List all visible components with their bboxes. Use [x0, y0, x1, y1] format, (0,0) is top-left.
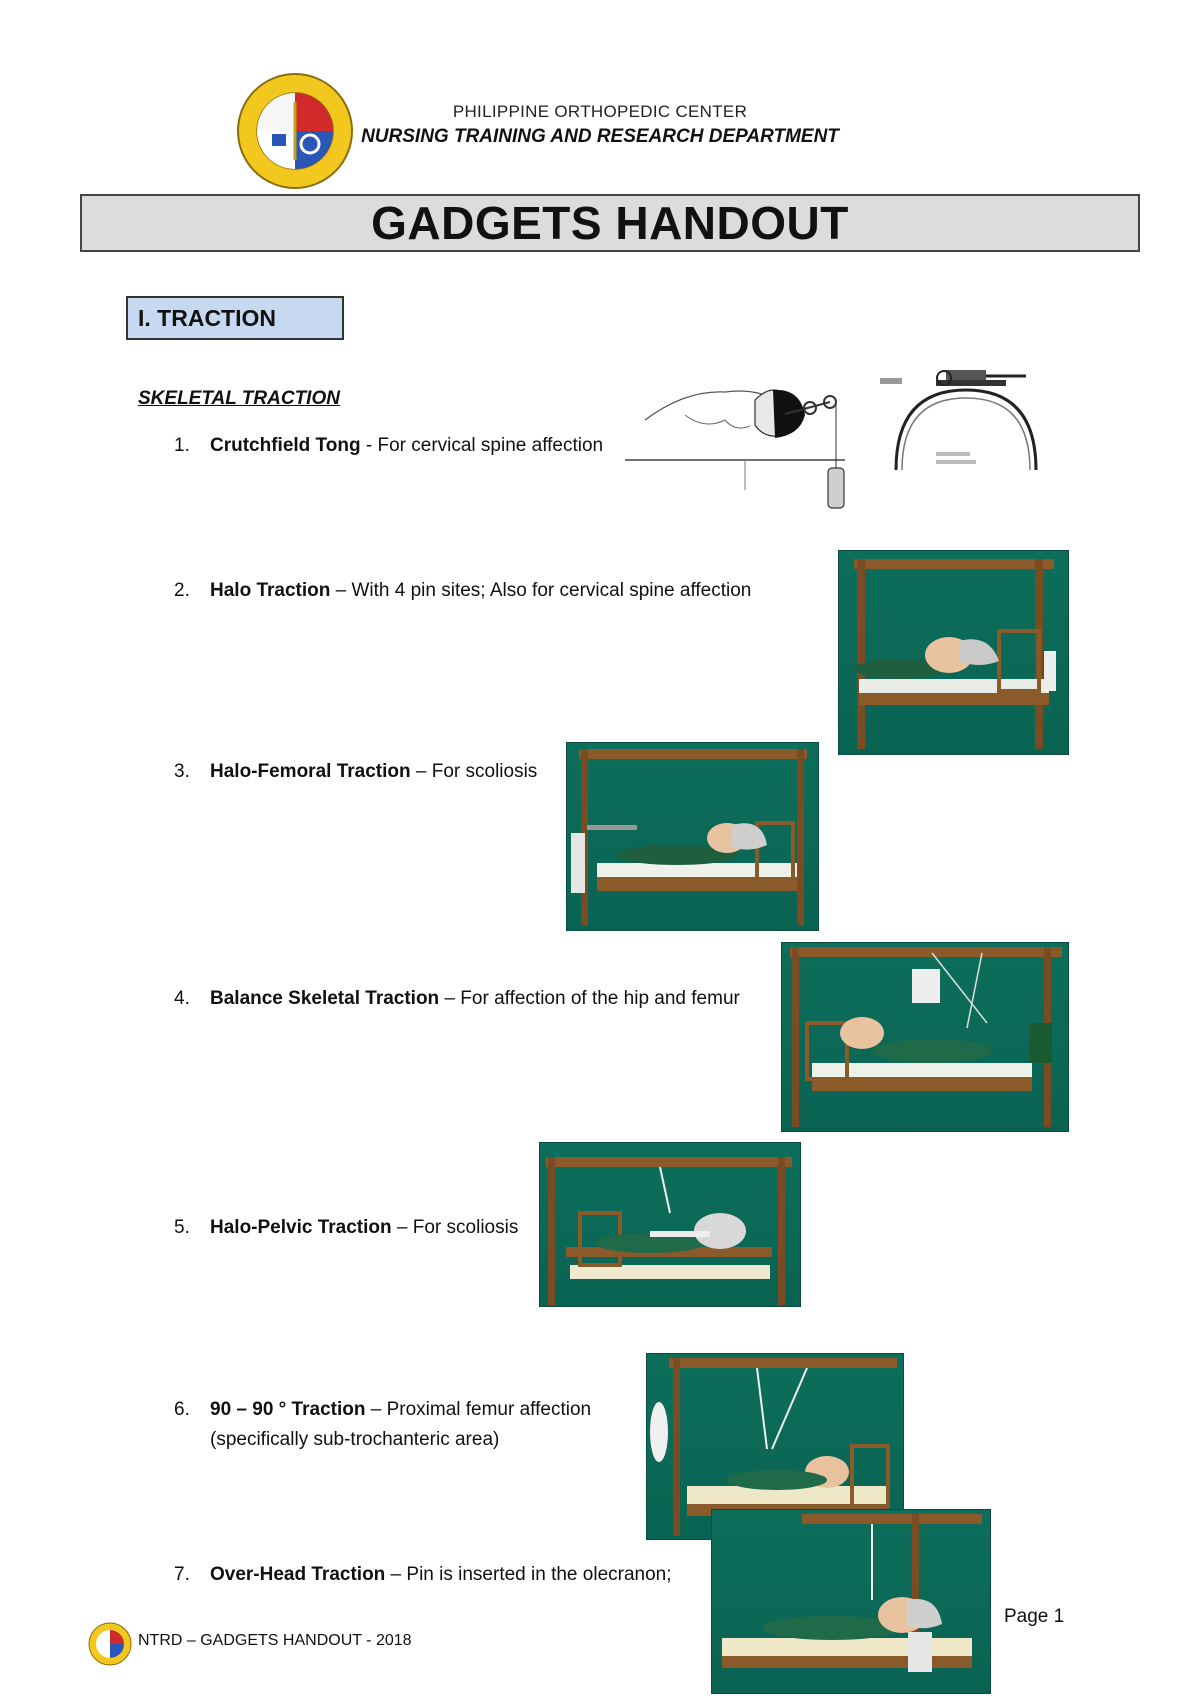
- item-separator: –: [391, 1217, 413, 1238]
- item-number: 7.: [174, 1564, 190, 1585]
- section-heading-box: [126, 296, 344, 340]
- item-description: Pin is inserted in the olecranon;: [406, 1564, 672, 1585]
- list-item: [174, 1213, 518, 1243]
- crutchfield-tong-illustration: [625, 360, 853, 535]
- org-logo: [236, 72, 354, 190]
- section-heading: I. TRACTION: [138, 304, 276, 331]
- item-number: 6.: [174, 1399, 190, 1420]
- item-separator: –: [385, 1564, 407, 1585]
- item-separator: -: [360, 435, 378, 456]
- page-title: GADGETS HANDOUT: [371, 197, 849, 249]
- item-number: 2.: [174, 580, 190, 601]
- item-description-continued: (specifically sub-trochanteric area): [210, 1429, 500, 1450]
- over-head-traction-photo: [711, 1509, 991, 1694]
- skull-tong-diagram: [876, 360, 1056, 480]
- footer-logo: [88, 1622, 132, 1666]
- halo-traction-photo: [838, 550, 1069, 755]
- item-name: Balance Skeletal Traction: [210, 988, 440, 1009]
- title-banner: [80, 194, 1140, 252]
- item-name: Halo Traction: [210, 580, 331, 601]
- item-description: For scoliosis: [431, 761, 538, 782]
- item-name: Halo-Pelvic Traction: [210, 1217, 392, 1238]
- item-number: 1.: [174, 435, 190, 456]
- list-item: [174, 576, 751, 606]
- item-separator: –: [365, 1399, 387, 1420]
- item-description: For cervical spine affection: [377, 435, 604, 456]
- halo-pelvic-traction-photo: [539, 1142, 801, 1307]
- subheading: SKELETAL TRACTION: [138, 388, 340, 409]
- item-description: With 4 pin sites; Also for cervical spine affection: [351, 580, 752, 601]
- list-item: [174, 1395, 591, 1455]
- list-item: [174, 757, 537, 787]
- org-name: PHILIPPINE ORTHOPEDIC CENTER: [452, 102, 748, 121]
- list-item: [174, 984, 740, 1014]
- item-description: Proximal femur affection: [386, 1399, 592, 1420]
- item-separator: –: [410, 761, 432, 782]
- item-separator: –: [330, 580, 352, 601]
- item-number: 5.: [174, 1217, 190, 1238]
- item-number: 4.: [174, 988, 190, 1009]
- page-number: Page 1: [1004, 1606, 1065, 1627]
- halo-femoral-traction-photo: [566, 742, 819, 931]
- list-item: [174, 1560, 672, 1590]
- footer-text: NTRD – GADGETS HANDOUT - 2018: [138, 1632, 412, 1649]
- item-number: 3.: [174, 761, 190, 782]
- item-name: Over-Head Traction: [210, 1564, 386, 1585]
- list-item: [174, 431, 603, 461]
- item-description: For affection of the hip and femur: [460, 988, 740, 1009]
- department-name: NURSING TRAINING AND RESEARCH DEPARTMENT: [361, 126, 839, 147]
- item-description: For scoliosis: [412, 1217, 519, 1238]
- balance-skeletal-traction-photo: [781, 942, 1069, 1132]
- item-separator: –: [439, 988, 461, 1009]
- item-name: 90 – 90 ° Traction: [210, 1399, 366, 1420]
- item-name: Crutchfield Tong: [210, 435, 361, 456]
- item-name: Halo-Femoral Traction: [210, 761, 411, 782]
